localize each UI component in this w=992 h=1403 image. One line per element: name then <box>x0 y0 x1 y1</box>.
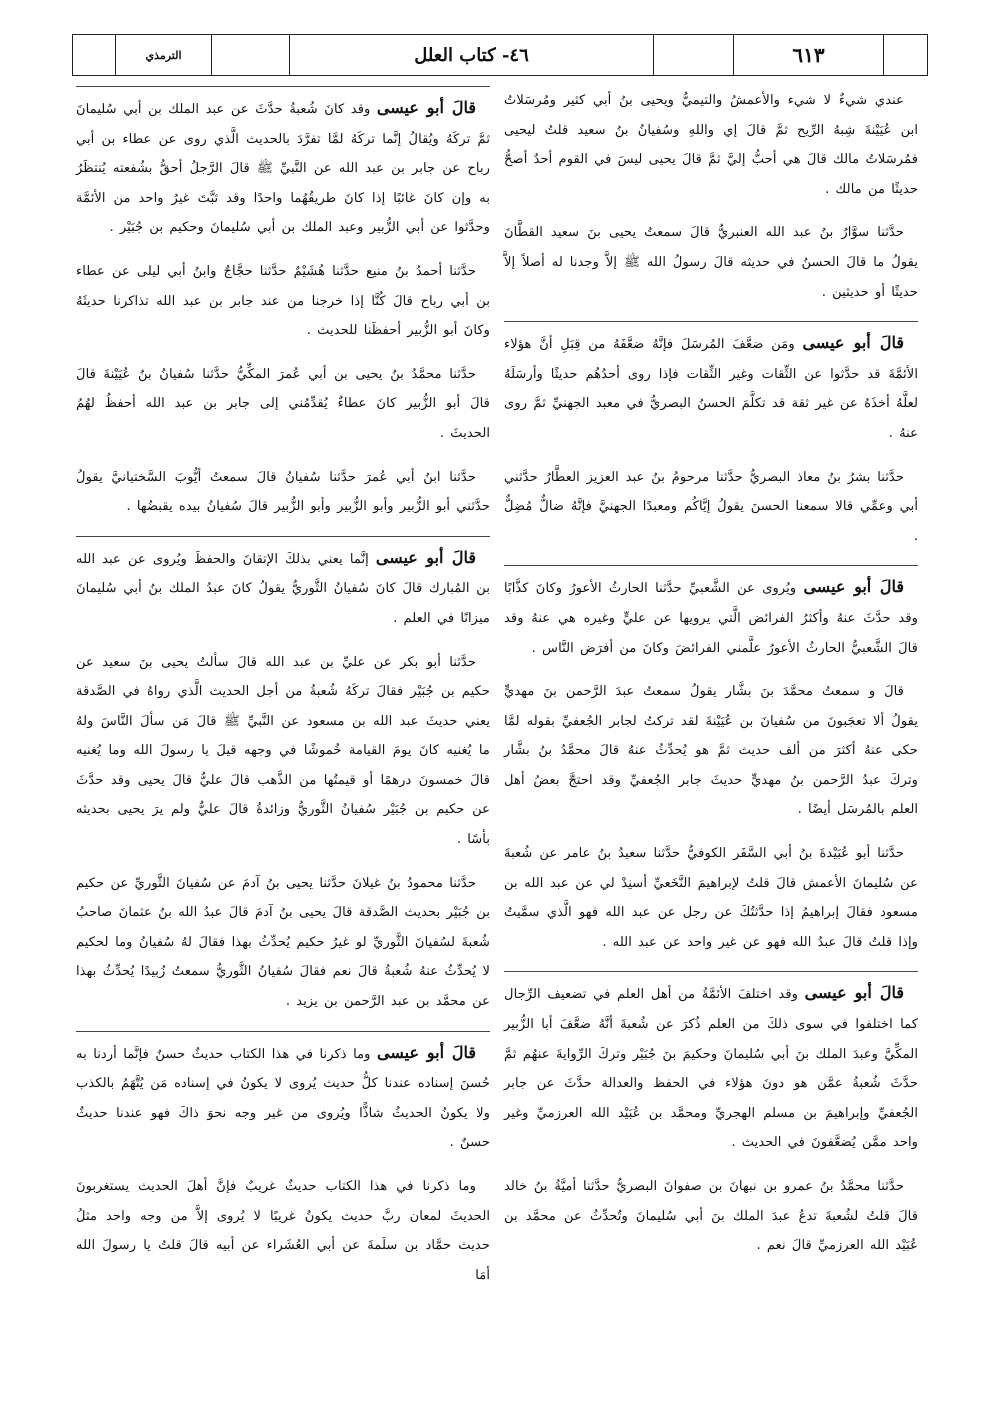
paragraph <box>504 463 918 552</box>
paragraph <box>504 86 918 204</box>
paragraph <box>76 536 490 634</box>
paragraph-text: ويُروى عن الشَّعبيِّ حدَّثنا الحارثُ الأعورُ وكانَ كذَّابًا وقد حدَّثَ عنهُ وأكثرُ الفرائض الَّتي يرويها عن عليٍّ وغيره هي عنهُ وقد قالَ الشَّعبيُّ الحارثُ الأعورُ علَّمني الفرائضَ وكانَ من أفرَض النَّاس . <box>504 581 918 656</box>
paragraph <box>504 971 918 1158</box>
paragraph-text: حدَّثنا محمَّدُ بنُ عمرو بن نبهانَ بن صفوانَ البصريُّ حدَّثنا أميَّةُ بنُ خالد قالَ قلتُ لشُعبةَ تدعُ عبدَ الملك بنَ أبي سُليمانَ وتُحدِّثُ عن محمَّد بن عُبَيْد الله العرزميِّ قالَ نعم . <box>504 1179 918 1254</box>
paragraph <box>504 565 918 663</box>
paragraph <box>76 463 490 522</box>
paragraph-intro: قالَ أبو عيسى <box>804 983 904 1003</box>
header-cell-empty <box>883 35 927 75</box>
page-number: ٦١٣ <box>733 35 883 75</box>
paragraph-text: حدَّثنا ابنُ أبي عُمرَ حدَّثنا سُفيانُ قالَ سمعتُ أيُّوبَ السَّختيانيَّ يقولُ حدَّثني أبو الزُّبير وأبو الزُّبير وأبو الزُّبير قالَ سُفيانُ بيده يقبضُها . <box>76 469 490 515</box>
paragraph <box>504 321 918 448</box>
paragraph-text: حدَّثنا محمودُ بنُ غيلانَ حدَّثنا يحيى بنُ آدمَ عن سُفيانَ الثَّوريِّ عن حكيم بن جُبَيْر بحديث الصَّدقة قالَ يحيى بنُ آدمَ قالَ عبدُ الله بنُ عثمانَ صاحبُ شُعبةَ لسُفيانَ الثَّوريِّ لو غيرُ حكيم يُحدِّثُ بهذا فقالَ لهُ سُفيانُ وما لحكيم لا يُحدِّثُ عنهُ شُعبةُ قالَ نعم فقالَ سُفيانُ الثَّوريُّ سمعتُ زُبيدًا يُحدِّثُ بهذا عن محمَّد بن عبد الرَّحمن بن يزيد . <box>76 875 490 1010</box>
paragraph-intro: قالَ أبو عيسى <box>375 547 476 567</box>
paragraph-text: عندي شيءٌ لا شيء والأعمشُ والتيميُّ ويحيى بنُ أبي كثير ومُرسَلاتُ ابن عُيَيْنةَ شِبهُ الرِّيح ثمَّ قالَ إي واللهِ وسُفيانُ بنُ سعيد قلتُ ليحيى فمُرسَلاتُ مالك قالَ هي أحبُّ إليَّ ثمَّ قالَ يحيى ليسَ في القوم أحدٌ أصحُّ حديثًا من مالك . <box>504 93 918 197</box>
chapter-title: ٤٦- كتاب العلل <box>289 35 653 75</box>
paragraph-text: حدَّثنا أبو بكر عن عليِّ بن عبد الله قالَ سألتُ يحيى بنَ سعيد عن حكيم بن جُبَيْر فقالَ تركَهُ شُعبةُ من أجل الحديث الَّذي رواهُ في الصَّدقة يعني حديثَ عبد الله بن مسعود عن النَّبيِّ ﷺ قالَ مَن سألَ النَّاسَ ولهُ ما يُغنيه كانَ يومَ القيامة خُموشًا في وجهه قيلَ يا رسولَ الله وما يُغنيه قالَ خمسونَ درهمًا أو قيمتُها من الذَّهب قالَ عليٌّ قالَ يحيى وقد حدَّثَ عن حكيم بن جُبَيْر سُفيانُ الثَّوريُّ وزائدةُ قالَ عليٌّ ولم يرَ يحيى بحديثه بأسًا . <box>76 654 490 848</box>
paragraph <box>76 1172 490 1290</box>
paragraph-text: وما ذكرنا في هذا الكتاب حديثٌ حسنٌ فإنَّما أردنا به حُسنَ إسناده عندنا كلُّ حديث يُروى لا يكونُ في إسناده مَن يُتَّهَمُ بالكذب ولا يكونُ الحديثُ شاذًّا ويُروى من غير وجه نحوَ ذاكَ فهو عندنا حديثٌ حسنٌ . <box>76 1046 490 1151</box>
page-header <box>72 34 928 76</box>
paragraph <box>76 869 490 1017</box>
paragraph-text: ومَن ضعَّفَ المُرسَلَ فإنَّهُ ضعَّفَهُ من قِبَلِ أنَّ هؤلاء الأئمَّةَ قد حدَّثوا عن الثِّقات وغير الثِّقات فإذا روى أحدُهُم حديثًا وأرسَلَهُ لعلَّهُ أخذَهُ عن غير ثقة قد تكلَّمَ الحسنُ البصريُّ في معبد الجهنيِّ ثمَّ روى عنهُ . <box>504 337 918 441</box>
paragraph <box>76 257 490 346</box>
text-column-left <box>76 86 490 1336</box>
paragraph-text: قالَ و سمعتُ محمَّدَ بنَ بشَّار يقولُ سمعتُ عبدَ الرَّحمن بنَ مهديٍّ يقولُ ألا تعجَبونَ من سُفيانَ بن عُيَيْنةَ لقد تركتُ لجابر الجُعفيِّ بقوله لمَّا حكى عنهُ أكثرَ من ألف حديث ثمَّ هو يُحدِّثُ عنهُ قالَ محمَّدُ بنُ بشَّار وتركَ عبدُ الرَّحمن بنُ مهديٍّ حديثَ جابر الجُعفيِّ وقد احتجَّ بعضُ أهل العلم بالمُرسَل أيضًا . <box>504 684 918 818</box>
paragraph-text: حدَّثنا سوَّارُ بنُ عبد الله العنبريُّ قالَ سمعتُ يحيى بنَ سعيد القطَّانَ يقولُ ما قالَ الحسنُ في حديثه قالَ رسولُ الله ﷺ إلاَّ وجدنا له أصلاً إلاَّ حديثًا أو حديثين . <box>504 225 918 300</box>
paragraph <box>76 86 490 243</box>
paragraph <box>76 360 490 449</box>
paragraph <box>504 839 918 957</box>
paragraph-text: وقد كانَ شُعبةُ حدَّثَ عن عبد الملك بن أبي سُليمانَ ثمَّ تركَهُ ويُقالُ إنَّما تركَهُ لمَّا تفرَّدَ بالحديث الَّذي روى عن عطاء بن أبي رباح عن جابر بن عبد الله عن النَّبيِّ ﷺ قالَ الرَّجلُ أحقُّ بشُفعته يُنتظَرُ به وإن كانَ غائبًا إذا كانَ طريقُهُما واحدًا وقد ثبَّتَ غيرُ واحد من الأئمَّة وحدَّثوا عن أبي الزُّبير وعبد الملك بن أبي سُليمانَ وحكيم بن جُبَيْر . <box>76 102 490 236</box>
paragraph-text: حدَّثنا بشرُ بنُ معاذ البصريُّ حدَّثنا مرحومُ بنُ عبد العزيز العطَّارُ حدَّثني أبي وعمِّي قالا سمعنا الحسنَ يقولُ إيَّاكُم ومعبدًا الجهنيَّ فإنَّهُ ضالٌّ مُضِلٌّ . <box>504 469 918 544</box>
header-cell-empty <box>211 35 289 75</box>
paragraph-intro: قالَ أبو عيسى <box>376 98 476 117</box>
header-label: الترمذي <box>115 35 211 75</box>
paragraph-text: حدَّثنا أبو عُبَيْدةَ بنُ أبي السَّفَر الكوفيُّ حدَّثنا سعيدُ بنُ عامر عن شُعبةَ عن سُليمانَ الأعمش قالَ قلتُ لإبراهيمَ النَّخَعيِّ أسنِدْ لي عن عبد الله بن مسعود فقالَ إبراهيمُ إذا حدَّثتُكَ عن رجل عن عبد الله فهو الَّذي سمَّيتُ وإذا قلتُ قالَ عبدُ الله فهو عن غير واحد عن عبد الله . <box>504 846 918 950</box>
paragraph-intro: قالَ أبو عيسى <box>802 333 904 353</box>
paragraph <box>76 1031 490 1158</box>
text-column-right <box>504 86 918 1336</box>
paragraph-text: إنَّما يعني بذلكَ الإتقانَ والحفظَ ويُروى عن عبد الله بن المُبارك قالَ كانَ سُفيانُ الثَّوريُّ يقولُ كانَ عبدُ الملك بنُ أبي سُليمانَ ميزانًا في العلم . <box>76 551 490 626</box>
paragraph <box>76 648 490 855</box>
paragraph-text: حدَّثنا أحمدُ بنُ منيع حدَّثنا هُشَيْمٌ حدَّثنا حجَّاجٌ وابنُ أبي ليلى عن عطاء بن أبي رباح قالَ كُنَّا إذا خرجنا من عند جابر بن عبد الله تذاكرنا حديثَهُ وكانَ أبو الزُّبير أحفظَنا للحديث . <box>76 263 490 339</box>
paragraph-text: وقد اختلفَ الأئمَّةُ من أهل العلم في تضعيف الرِّجال كما اختلفوا في سوى ذلكَ من العلم ذُكرَ عن شُعبةَ أنَّهُ ضعَّفَ أبا الزُّبير المكِّيَّ وعبدَ الملك بنَ أبي سُليمانَ وحكيمَ بنَ جُبَيْر وتركَ الرِّوايةَ عنهُم ثمَّ حدَّثَ شُعبةُ عمَّن هو دونَ هؤلاء في الحفظ والعدالة حدَّثَ عن جابر الجُعفيِّ وإبراهيمَ بن مسلم الهجريِّ ومحمَّد بن عُبَيْد الله العرزميِّ وغير واحد ممَّن يُضعَّفونَ في الحديث . <box>504 987 918 1151</box>
paragraph-text: حدَّثنا محمَّدُ بنُ يحيى بن أبي عُمرَ المكِّيُّ حدَّثنا سُفيانُ بنُ عُيَيْنةَ قالَ قالَ أبو الزُّبير كانَ عطاءٌ يُقدِّمُني إلى جابر بن عبد الله أحفظُ لهُمُ الحديثَ . <box>76 366 490 441</box>
header-cell-empty <box>653 35 733 75</box>
paragraph <box>504 218 918 307</box>
paragraph-text: وما ذكرنا في هذا الكتاب حديثٌ غريبٌ فإنَّ أهلَ الحديث يستغربونَ الحديثَ لمعان ربَّ حديث يكونُ غريبًا لا يُروى إلاَّ من وجه واحد مثلُ حديث حمَّاد بن سلَمةَ عن أبي العُشَراء عن أبيه قالَ قلتُ يا رسولَ الله أمَا <box>76 1179 490 1283</box>
paragraph-intro: قالَ أبو عيسى <box>803 577 904 597</box>
paragraph-intro: قالَ أبو عيسى <box>377 1042 477 1062</box>
paragraph <box>504 1172 918 1261</box>
paragraph <box>504 677 918 825</box>
header-cell-empty <box>73 35 115 75</box>
